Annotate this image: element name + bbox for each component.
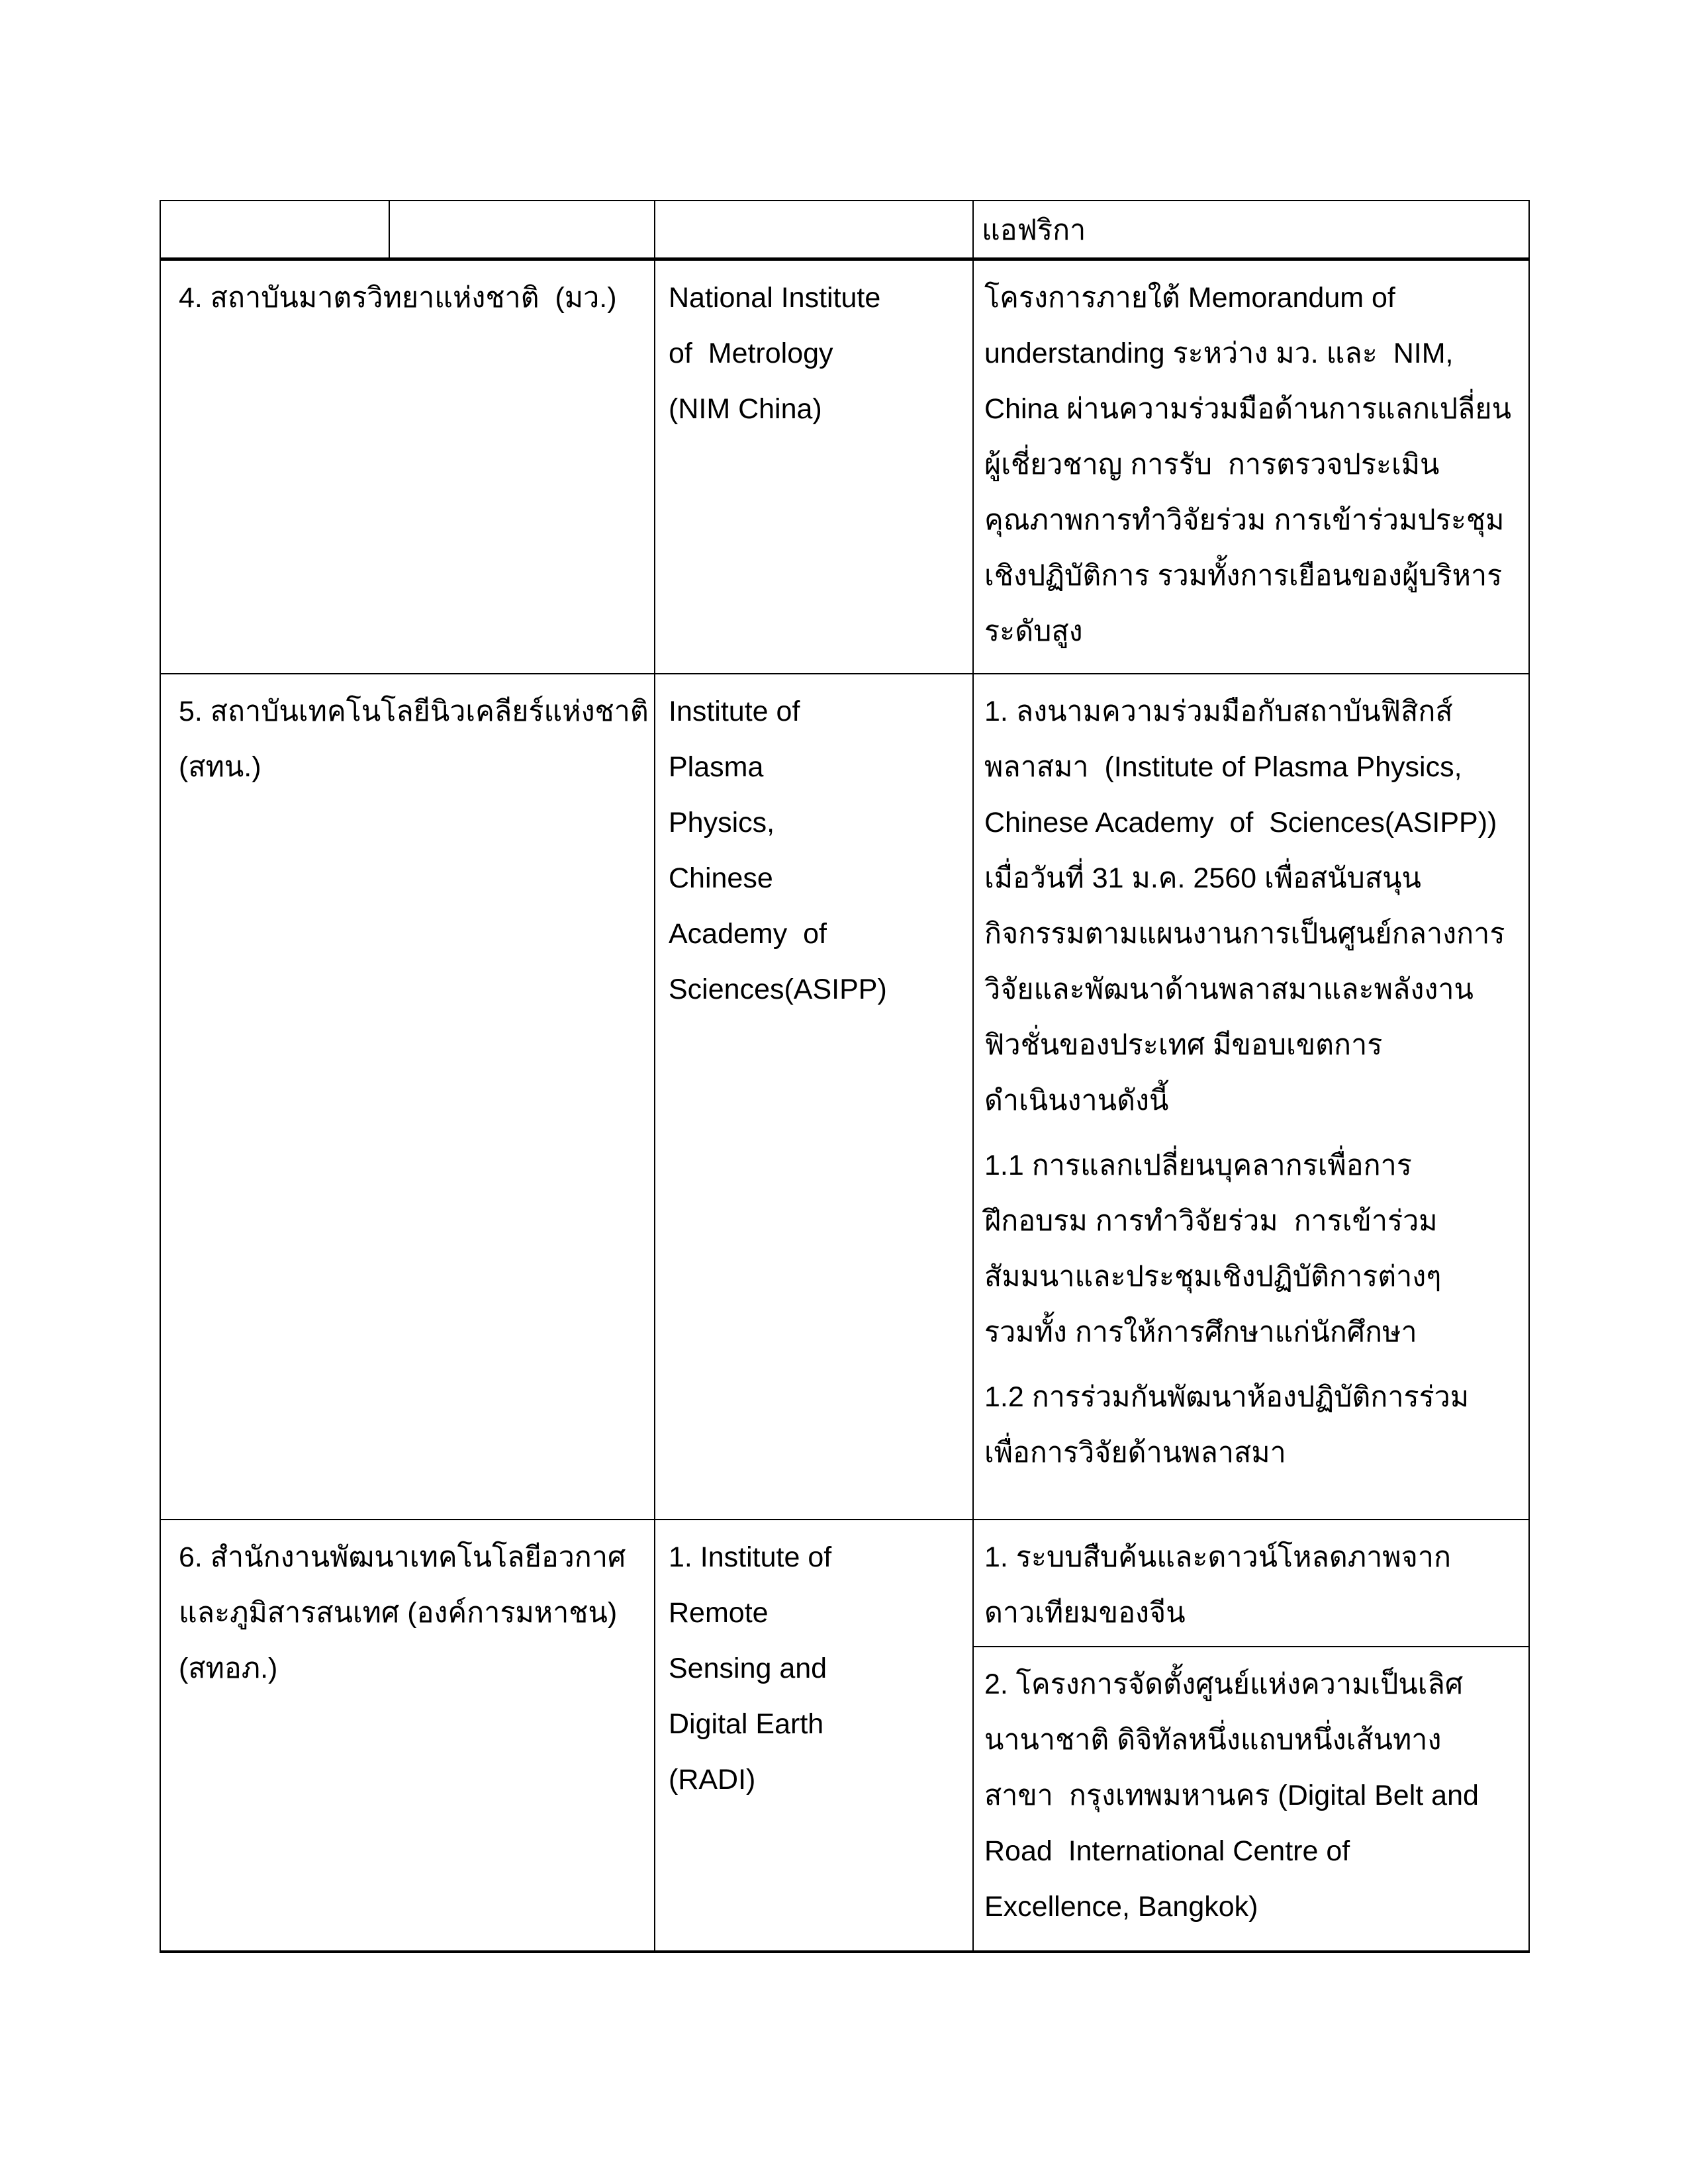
text-line: 2. โครงการจัดตั้งศูนย์แห่งความเป็นเลิศ	[984, 1668, 1464, 1700]
text-line: Remote	[669, 1597, 769, 1629]
text-line: understanding ระหว่าง มว. และ NIM,	[984, 338, 1454, 369]
text-line: และภูมิสารสนเทศ (องค์การมหาชน)	[179, 1597, 618, 1629]
text-line: โครงการภายใต้ Memorandum of	[984, 282, 1395, 314]
text-line: 4. สถาบันมาตรวิทยาแห่งชาติ (มว.)	[179, 282, 617, 314]
text-line: สาขา กรุงเทพมหานคร (Digital Belt and	[984, 1780, 1479, 1811]
text-line: วิจัยและพัฒนาด้านพลาสมาและพลังงาน	[984, 974, 1474, 1005]
text-line: Plasma	[669, 751, 764, 783]
text-line: (RADI)	[669, 1764, 756, 1796]
continuation-cell-2	[390, 201, 655, 261]
agency-cell-row5	[161, 674, 655, 1520]
text-line: ระดับสูง	[984, 615, 1083, 647]
cooperation-table	[160, 200, 1530, 1953]
text-line: 1. ระบบสืบค้นและดาวน์โหลดภาพจาก	[984, 1541, 1451, 1573]
text-line: ดาวเทียมของจีน	[984, 1597, 1186, 1629]
continuation-cell-region	[974, 201, 1528, 261]
details-cell-row5	[974, 674, 1528, 1520]
text-line: 5. สถาบันเทคโนโลยีนิวเคลียร์แห่งชาติ	[179, 696, 649, 727]
text-line: China ผ่านความร่วมมือด้านการแลกเปลี่ยน	[984, 393, 1511, 425]
text-line: เชิงปฏิบัติการ รวมทั้งการเยือนของผู้บริหาร	[984, 560, 1503, 592]
text-line: พลาสมา (Institute of Plasma Physics,	[984, 751, 1462, 783]
text-line: เมื่อวันที่ 31 ม.ค. 2560 เพื่อสนับสนุน	[984, 862, 1421, 894]
text-line: คุณภาพการทำวิจัยร่วม การเข้าร่วมประชุม	[984, 504, 1505, 536]
text-line: แอฟริกา	[982, 214, 1086, 246]
agency-cell-row6	[161, 1520, 655, 1950]
text-line: Sensing and	[669, 1653, 827, 1684]
text-line: 1.2 การร่วมกันพัฒนาห้องปฏิบัติการร่วม	[984, 1381, 1470, 1413]
text-line: ผู้เชี่ยวชาญ การรับ การตรวจประเมิน	[984, 449, 1440, 480]
text-line: Academy of	[669, 918, 827, 950]
text-line: Sciences(ASIPP)	[669, 974, 887, 1005]
text-line: (NIM China)	[669, 393, 822, 425]
text-line: ฟิวชั่นของประเทศ มีขอบเขตการ	[984, 1029, 1383, 1061]
text-line: ดำเนินงานดังนี้	[984, 1085, 1169, 1116]
text-line: Chinese Academy of Sciences(ASIPP))	[984, 807, 1497, 839]
text-line: Excellence, Bangkok)	[984, 1891, 1258, 1923]
partner-cell-row5	[655, 674, 974, 1520]
text-line: 1. Institute of	[669, 1541, 832, 1573]
agency-cell-row4	[161, 261, 655, 674]
text-line: ฝึกอบรม การทำวิจัยร่วม การเข้าร่วม	[984, 1205, 1438, 1237]
text-line: Physics,	[669, 807, 775, 839]
partner-cell-row4	[655, 261, 974, 674]
text-line: National Institute	[669, 282, 881, 314]
continuation-cell-1	[161, 201, 390, 261]
text-line: (สทอภ.)	[179, 1653, 278, 1684]
text-line: รวมทั้ง การให้การศึกษาแก่นักศึกษา	[984, 1316, 1417, 1348]
text-line: Digital Earth	[669, 1708, 824, 1740]
text-line: 6. สำนักงานพัฒนาเทคโนโลยีอวกาศ	[179, 1541, 626, 1573]
details-cell-row6-item2	[974, 1647, 1528, 1950]
details-cell-row4	[974, 261, 1528, 674]
text-line: สัมมนาและประชุมเชิงปฏิบัติการต่างๆ	[984, 1261, 1442, 1293]
text-line: 1.1 การแลกเปลี่ยนบุคลากรเพื่อการ	[984, 1150, 1412, 1181]
text-line: เพื่อการวิจัยด้านพลาสมา	[984, 1437, 1286, 1469]
text-line: (สทน.)	[179, 751, 261, 783]
text-line: Institute of	[669, 696, 800, 727]
text-line: Chinese	[669, 862, 773, 894]
text-line: Road International Centre of	[984, 1835, 1350, 1867]
continuation-cell-3	[655, 201, 974, 261]
partner-cell-row6	[655, 1520, 974, 1950]
text-line: นานาชาติ ดิจิทัลหนึ่งแถบหนึ่งเส้นทาง	[984, 1724, 1442, 1756]
text-line: of Metrology	[669, 338, 833, 369]
text-line: 1. ลงนามความร่วมมือกับสถาบันฟิสิกส์	[984, 696, 1453, 727]
text-line: กิจกรรมตามแผนงานการเป็นศูนย์กลางการ	[984, 918, 1505, 950]
details-cell-row6-item1	[974, 1520, 1528, 1647]
